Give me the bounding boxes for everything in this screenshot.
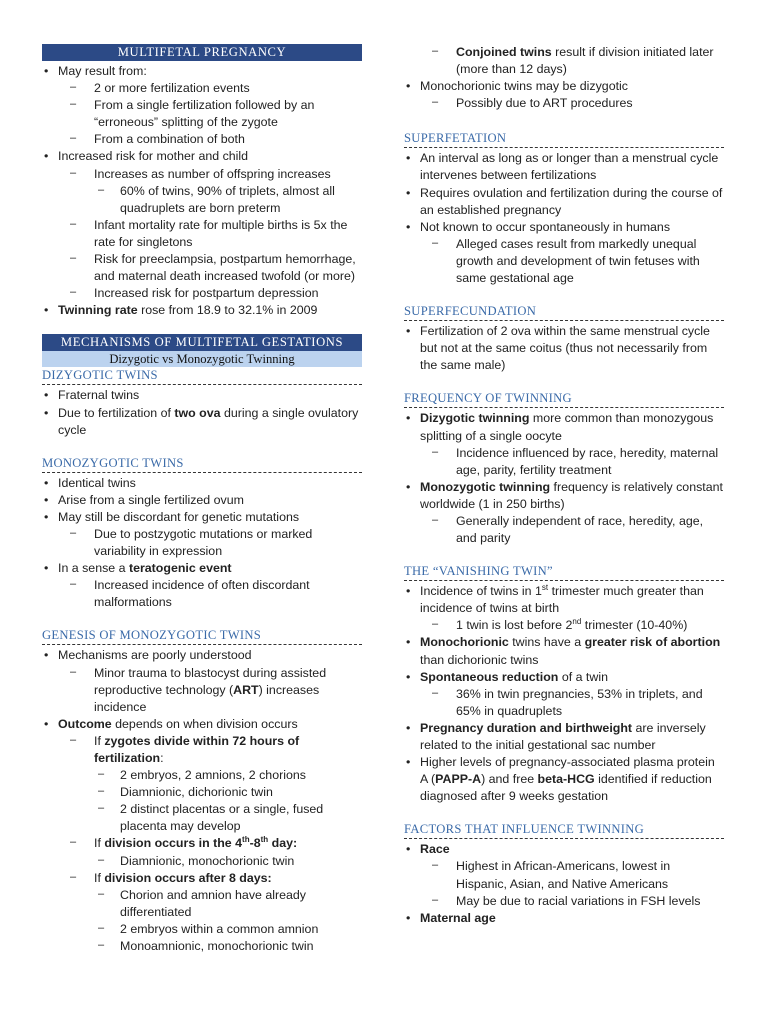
- heading-superfetation: SUPERFETATION: [404, 130, 724, 148]
- text: Highest in African-Americans, lowest in Hispanic, Asian, and Native Americans: [456, 859, 671, 891]
- text: May result from:: [58, 64, 147, 78]
- bullet-list-frequency: [404, 410, 724, 547]
- list-item: [42, 387, 362, 404]
- list-item: [404, 479, 724, 513]
- text: Due to postzygotic mutations or marked variability in expression: [94, 526, 313, 559]
- text: Risk for preeclampsia, postpartum hemorrhage, and maternal death increased twofold (or more): [94, 252, 356, 284]
- text: An interval as long as or longer than a menstrual cycle intervenes between fertilizations: [420, 151, 719, 183]
- list-item: [404, 617, 724, 634]
- list-item: [42, 97, 362, 131]
- list-item: [42, 80, 362, 97]
- text: during a single ovulatory cycle: [58, 405, 359, 437]
- list-item: [42, 716, 362, 733]
- list-item: [42, 302, 362, 319]
- bold-text: Spontaneous reduction: [420, 669, 559, 684]
- sub-banner-dz-vs-mz: Dizygotic vs Monozygotic Twinning: [42, 351, 362, 367]
- list-item: [42, 492, 362, 509]
- text: Fraternal twins: [58, 388, 140, 403]
- bold-text: th: [242, 835, 250, 845]
- text: result if division initiated later (more than 12 days): [456, 45, 714, 77]
- bold-text: teratogenic event: [128, 561, 232, 576]
- text: Monoamnionic, monochorionic twin: [120, 939, 314, 954]
- list-item: [42, 63, 362, 80]
- list-item: [42, 131, 362, 148]
- text: :: [160, 751, 164, 765]
- list-item: [42, 938, 362, 955]
- heading-frequency-twinning: FREQUENCY OF TWINNING: [404, 390, 724, 408]
- bold-text: Twinning rate: [58, 303, 138, 318]
- bullet-list-factors: [404, 841, 724, 926]
- bullet-list-continued: [404, 44, 724, 112]
- bold-text: Monozygotic twinning: [420, 479, 551, 494]
- text: If: [94, 870, 105, 885]
- text: In a sense a: [58, 561, 129, 576]
- text: trimester much greater than incidence of twins at birth: [420, 584, 704, 616]
- text: 2 distinct placentas or a single, fused placenta may develop: [120, 802, 324, 834]
- bold-text: th: [260, 835, 269, 845]
- list-item: [404, 44, 724, 78]
- text: If: [94, 836, 105, 851]
- text: 2 embryos, 2 amnions, 2 chorions: [120, 768, 306, 783]
- list-item: [42, 733, 362, 767]
- list-item: [42, 183, 362, 217]
- text: Identical twins: [58, 475, 136, 490]
- list-item: [42, 665, 362, 716]
- text: ) and free: [481, 772, 538, 787]
- text: Higher levels of pregnancy-associated plasma protein A (: [420, 755, 715, 787]
- bold-text: Outcome: [58, 716, 112, 731]
- bold-text: division occurs in the 4: [104, 836, 243, 851]
- bullet-list-genesis: [42, 647, 362, 955]
- text: If: [94, 733, 105, 748]
- text: frequency is relatively constant worldwide (1 in 250 births): [420, 479, 723, 511]
- heading-vanishing-twin: THE “VANISHING TWIN”: [404, 563, 724, 581]
- text: Possibly due to ART procedures: [456, 96, 633, 111]
- text: May be due to racial variations in FSH levels: [456, 893, 701, 908]
- text: From a combination of both: [94, 132, 245, 147]
- text: more common than monozygous splitting of a single oocyte: [420, 411, 714, 443]
- heading-factors-twinning: FACTORS THAT INFLUENCE TWINNING: [404, 821, 724, 839]
- bullet-list-superfetation: [404, 150, 724, 287]
- right-column: [404, 44, 724, 927]
- list-item: [42, 647, 362, 664]
- text: trimester (10-40%): [581, 618, 688, 633]
- heading-dizygotic-twins: DIZYGOTIC TWINS: [42, 367, 362, 385]
- text: 36% in twin pregnancies, 53% in triplets, and 65% in quadruplets: [456, 686, 703, 718]
- list-item: [404, 910, 724, 927]
- bold-text: zygotes divide within 72 hours of fertilization: [94, 733, 300, 765]
- bold-text: greater risk of abortion: [584, 635, 721, 650]
- list-item: [42, 475, 362, 492]
- text: Diamnionic, monochorionic twin: [120, 853, 295, 868]
- bold-text: Pregnancy duration and birthweight: [420, 720, 633, 735]
- list-item: [42, 767, 362, 784]
- section-banner-mechanisms: MECHANISMS OF MULTIFETAL GESTATIONS: [42, 334, 362, 351]
- bold-text: division occurs after 8 days:: [104, 870, 272, 885]
- text: Infant mortality rate for multiple births is 5x the rate for singletons: [94, 217, 348, 249]
- text: Chorion and amnion have already differentiated: [120, 887, 306, 919]
- bold-text: -8: [249, 836, 261, 851]
- text: Increased incidence of often discordant malformations: [94, 578, 310, 610]
- list-item: [42, 921, 362, 938]
- text: Monochorionic twins may be dizygotic: [420, 79, 628, 94]
- list-item: [404, 219, 724, 236]
- text: 2 or more fertilization events: [94, 81, 250, 96]
- list-item: [404, 858, 724, 892]
- text: Fertilization of 2 ova within the same menstrual cycle but not at the same coitus (thus not necessarily from the same male): [420, 324, 710, 373]
- text: Not known to occur spontaneously in humans: [420, 219, 671, 234]
- text: Arise from a single fertilized ovum: [58, 492, 244, 507]
- text: May still be discordant for genetic mutations: [58, 509, 300, 524]
- text: Mechanisms are poorly understood: [58, 648, 252, 663]
- text: identified if reduction diagnosed after 9 weeks gestation: [420, 772, 712, 804]
- bold-text: Maternal age: [420, 910, 496, 925]
- list-item: [42, 577, 362, 611]
- bullet-list-superfecundation: [404, 323, 724, 374]
- list-item: [42, 853, 362, 870]
- list-item: [42, 835, 362, 852]
- list-item: [404, 185, 724, 219]
- heading-genesis-monozygotic: GENESIS OF MONOZYGOTIC TWINS: [42, 627, 362, 645]
- text: Increased risk for postpartum depression: [94, 286, 319, 301]
- bold-text: Race: [420, 842, 450, 857]
- list-item: [404, 236, 724, 287]
- list-item: [42, 251, 362, 285]
- list-item: [404, 841, 724, 858]
- bullet-list-vanishing-twin: [404, 583, 724, 805]
- bullet-list-monozygotic: [42, 475, 362, 612]
- list-item: [404, 513, 724, 547]
- list-item: [404, 669, 724, 686]
- text: Generally independent of race, heredity, age, and parity: [456, 513, 704, 546]
- bold-text: Monochorionic: [420, 635, 509, 650]
- list-item: [42, 801, 362, 835]
- bold-text: two ova: [174, 405, 221, 420]
- text: From a single fertilization followed by an “erroneous” splitting of the zygote: [94, 98, 315, 130]
- left-column: [42, 44, 362, 955]
- bullet-list-multifetal: [42, 63, 362, 319]
- list-item: [404, 754, 724, 805]
- text: Increased risk for mother and child: [58, 149, 249, 164]
- bold-text: Conjoined twins: [456, 45, 552, 59]
- text: of a twin: [558, 669, 608, 684]
- bold-text: ART: [233, 682, 259, 697]
- text: Minor trauma to blastocyst during assisted reproductive technology (: [94, 665, 327, 697]
- heading-monozygotic-twins: MONOZYGOTIC TWINS: [42, 455, 362, 473]
- list-item: [42, 784, 362, 801]
- list-item: [42, 887, 362, 921]
- list-item: [404, 634, 724, 668]
- bold-text: PAPP-A: [435, 772, 482, 787]
- list-item: [42, 405, 362, 439]
- text: rose from 18.9 to 32.1% in 2009: [137, 303, 318, 318]
- list-item: [42, 509, 362, 526]
- list-item: [404, 323, 724, 374]
- text: Diamnionic, dichorionic twin: [120, 785, 273, 800]
- text: are inversely related to the initial gestational sac number: [420, 720, 706, 752]
- list-item: [42, 560, 362, 577]
- text: Alleged cases result from markedly unequal growth and development of twin fetuses with same gestational age: [456, 236, 700, 286]
- text: Incidence influenced by race, heredity, maternal age, parity, fertility treatment: [456, 445, 719, 477]
- text: Increases as number of offspring increases: [94, 166, 331, 181]
- bullet-list-dizygotic: [42, 387, 362, 438]
- list-item: [42, 526, 362, 560]
- list-item: [42, 148, 362, 165]
- text: 2 embryos within a common amnion: [120, 921, 319, 936]
- bold-text: day:: [268, 836, 298, 851]
- text: 1 twin is lost before 2: [456, 618, 573, 633]
- heading-superfecundation: SUPERFECUNDATION: [404, 303, 724, 321]
- list-item: [404, 95, 724, 112]
- list-item: [404, 150, 724, 184]
- text: 60% of twins, 90% of triplets, almost all quadruplets are born preterm: [120, 183, 335, 215]
- text: Requires ovulation and fertilization during the course of an established pregnancy: [420, 185, 723, 217]
- list-item: [404, 445, 724, 479]
- text: Due to fertilization of: [58, 405, 175, 420]
- text: depends on when division occurs: [111, 716, 298, 731]
- superscript: nd: [572, 617, 582, 627]
- bold-text: beta-HCG: [537, 772, 595, 787]
- list-item: [404, 686, 724, 720]
- list-item: [404, 78, 724, 95]
- text: ) increases incidence: [94, 682, 320, 714]
- list-item: [42, 166, 362, 183]
- superscript: st: [541, 583, 549, 593]
- list-item: [42, 285, 362, 302]
- list-item: [42, 217, 362, 251]
- list-item: [404, 583, 724, 617]
- text: Incidence of twins in 1: [420, 584, 542, 599]
- list-item: [404, 893, 724, 910]
- list-item: [404, 410, 724, 444]
- text: twins have a: [508, 635, 585, 650]
- text: than dichorionic twins: [420, 652, 539, 667]
- list-item: [42, 870, 362, 887]
- list-item: [404, 720, 724, 754]
- bold-text: Dizygotic twinning: [420, 411, 530, 426]
- section-banner-multifetal-pregnancy: MULTIFETAL PREGNANCY: [42, 44, 362, 61]
